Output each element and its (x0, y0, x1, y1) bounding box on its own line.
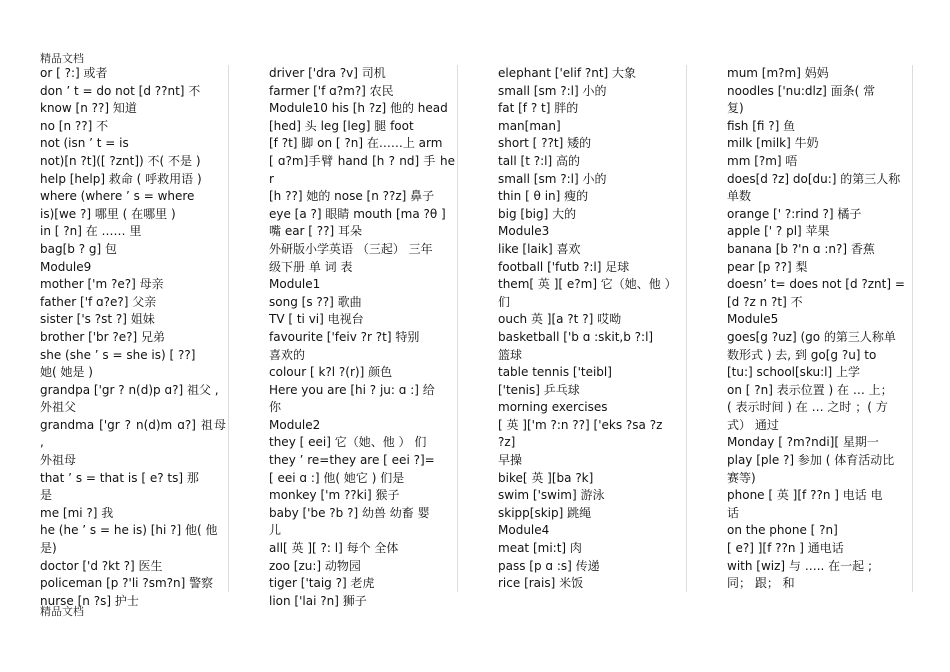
vocab-line: Module1 (269, 277, 321, 292)
vocab-line: bag[b ? g] 包 (40, 241, 117, 256)
vocab-line: 同； 跟； 和 (727, 576, 795, 591)
vocab-line: grandpa ['gr ? n(d)p ɑ?] 祖父 , (40, 382, 219, 397)
vocab-line: noodles ['nu:dlz] 面条( 常 (727, 83, 876, 98)
vocab-line: 嘴 ear [ ??] 耳朵 (269, 224, 363, 239)
vocab-line: 外祖母 (40, 453, 77, 468)
vocab-line: 外祖父 (40, 400, 77, 415)
vocab-line: [f ?t] 脚 on [ ?n] 在……上 arm (269, 136, 443, 151)
vocab-line: 早操 (498, 453, 523, 468)
vocab-line: Here you are [hi ? ju: ɑ :] 给 (269, 382, 435, 397)
vocab-line: ouch 英 ][a ?t ?] 哎呦 (498, 312, 622, 327)
vocab-line: Monday [ ?m?ndi][ 星期一 (727, 435, 879, 450)
vocab-line: on [ ?n] 表示位置 ) 在 … 上； (727, 382, 893, 397)
vocab-line: favourite ['feiv ?r ?t] 特别 (269, 329, 420, 344)
vocab-line: song [s ??] 歌曲 (269, 294, 362, 309)
vocab-line: grandma ['gr ? n(d)m ɑ?] 祖母 , (40, 417, 226, 450)
vocab-line: nurse [n ?s] 护士 (40, 593, 139, 608)
vocab-line: ['tenis] 乒乓球 (498, 382, 580, 397)
column-divider (912, 65, 913, 592)
vocab-line: monkey ['m ??ki] 猴子 (269, 488, 400, 503)
word-list-column-3 (498, 65, 684, 592)
vocab-line: 她( 她是 ) (40, 365, 93, 380)
vocab-line: pass [p ɑ :s] 传递 (498, 558, 600, 573)
vocab-line: or [ ?:] 或者 (40, 66, 108, 80)
vocab-line: football ['futb ?:l] 足球 (498, 259, 630, 274)
vocab-line: policeman [p ?'li ?sm?n] 警察 (40, 576, 214, 591)
vocab-line: them[ 英 ][ e?m] 它（她、他 ） (498, 277, 677, 292)
vocab-line: banana [b ?'n ɑ :n?] 香蕉 (727, 241, 875, 256)
vocab-line: skipp[skip] 跳绳 (498, 505, 592, 520)
vocab-line: farmer ['f ɑ?m?] 农民 (269, 83, 394, 98)
word-list-column-2 (269, 65, 455, 608)
vocab-line: doctor ['d ?kt ?] 医生 (40, 558, 163, 573)
vocab-line: phone [ 英 ][f ??n ] 电话 电 (727, 488, 883, 503)
page-header-label: 精品文档 (40, 52, 84, 65)
vocab-line: Module3 (498, 224, 550, 239)
vocab-line: sister ['s ?st ?] 姐妹 (40, 312, 155, 327)
vocab-line: baby ['be ?b ?] 幼兽 幼畜 婴 (269, 505, 430, 520)
vocab-line: not)[n ?t]([ ?znt]) 不( 不是 ) (40, 153, 201, 168)
vocab-line: [ eei ɑ :] 他( 她它 ) 们是 (269, 470, 405, 485)
vocab-line: tall [t ?:l] 高的 (498, 153, 580, 168)
vocab-line: driver ['dra ?v] 司机 (269, 66, 386, 80)
vocab-line: they [ eei] 它（她、他 ） 们 (269, 435, 427, 450)
vocab-line: father ['f ɑ?e?] 父亲 (40, 294, 157, 309)
vocab-line: small [sm ?:l] 小的 (498, 171, 607, 186)
vocab-line: Module2 (269, 417, 321, 432)
vocab-line: is)[we ?] 哪里 ( 在哪里 ) (40, 206, 176, 221)
vocab-line: help [help] 救命 ( 呼救用语 ) (40, 171, 202, 186)
vocab-line: he (he ’ s = he is) [hi ?] 他( 他 (40, 523, 218, 538)
vocab-line: fat [f ? t] 胖的 (498, 101, 579, 116)
vocab-line: man[man] (498, 118, 561, 133)
word-list-column-1 (40, 65, 226, 608)
vocab-line: Module10 his [h ?z] 他的 head (269, 101, 448, 116)
vocab-line: all[ 英 ][ ?: l] 每个 全体 (269, 541, 399, 556)
vocab-line: [ e?] ][f ??n ] 通电话 (727, 541, 844, 556)
vocab-line: know [n ??] 知道 (40, 101, 137, 116)
vocab-line: she (she ’ s = she is) [ ??] (40, 347, 196, 362)
word-list-column-4 (727, 65, 913, 592)
vocab-line: brother ['br ?e?] 兄弟 (40, 329, 166, 344)
vocab-line: not (isn ’ t = is (40, 136, 129, 151)
vocab-line: [h ??] 她的 nose [n ??z] 鼻子 (269, 189, 435, 204)
vocab-line: apple [' ? pl] 苹果 (727, 224, 830, 239)
vocab-line: milk [milk] 牛奶 (727, 136, 819, 151)
vocab-line: 是 (40, 488, 53, 503)
vocab-line: [hed] 头 leg [leg] 腿 foot (269, 118, 414, 133)
vocab-line: TV [ ti vi] 电视台 (269, 312, 364, 327)
vocab-line: mother ['m ?e?] 母亲 (40, 277, 164, 292)
vocab-line: zoo [zu:] 动物园 (269, 558, 361, 573)
vocab-line: lion ['lai ?n] 狮子 (269, 593, 367, 608)
vocab-line: doesn’ t= does not [d ?znt] = (727, 277, 905, 292)
vocab-line: swim ['swim] 游泳 (498, 488, 605, 503)
column-divider (686, 65, 687, 592)
vocab-line: mm [?m] 唔 (727, 153, 798, 168)
vocab-line: Module5 (727, 312, 779, 327)
vocab-line: bike[ 英 ][ba ?k] (498, 470, 594, 485)
vocab-line: table tennis ['teibl] (498, 365, 612, 380)
vocab-line: 是) (40, 541, 57, 556)
vocab-line: 喜欢的 (269, 347, 306, 362)
vocab-line: does[d ?z] do[du:] 的第三人称 (727, 171, 901, 186)
vocab-line: tiger ['taig ?] 老虎 (269, 576, 375, 591)
vocab-line: 你 (269, 400, 282, 415)
vocab-line: ( 表示时间 ) 在 … 之时 ；( 方 (727, 400, 888, 415)
vocab-line: 外研版小学英语 （三起） 三年 (269, 241, 433, 256)
vocab-line: big [big] 大的 (498, 206, 577, 221)
vocab-line: [d ?z n ?t] 不 (727, 294, 803, 309)
vocab-line: rice [rais] 米饭 (498, 576, 584, 591)
vocab-line: orange [' ?:rind ?] 橘子 (727, 206, 862, 221)
vocab-line: Module4 (498, 523, 550, 538)
vocab-line: 式） 通过 (727, 417, 779, 432)
column-divider (228, 65, 229, 592)
vocab-line: mum [m?m] 妈妈 (727, 66, 829, 80)
vocab-line: 儿 (269, 523, 282, 538)
vocab-line: 级下册 单 词 表 (269, 259, 353, 274)
vocab-line: ?z] (498, 435, 516, 450)
vocab-line: [tu:] school[sku:l] 上学 (727, 365, 860, 380)
vocab-line: [ 英 ]['m ?:n ??] ['eks ?sa ?z (498, 417, 663, 432)
vocab-line: 单数 (727, 189, 752, 204)
vocab-line: 复) (727, 101, 744, 116)
vocab-line: meat [mi:t] 肉 (498, 541, 582, 556)
vocab-line: thin [ θ in] 瘦的 (498, 189, 589, 204)
vocab-line: morning exercises (498, 400, 608, 415)
vocab-line: elephant ['elif ?nt] 大象 (498, 66, 637, 80)
vocab-line: don ’ t = do not [d ??nt] 不 (40, 83, 201, 98)
vocab-line: 们 (498, 294, 511, 309)
vocab-line: that ’ s = that is [ e? ts] 那 (40, 470, 199, 485)
vocab-line: pear [p ??] 梨 (727, 259, 808, 274)
vocab-line: fish [fi ?] 鱼 (727, 118, 796, 133)
vocab-line: on the phone [ ?n] (727, 523, 838, 538)
vocab-line: they ’ re=they are [ eei ?]= (269, 453, 435, 468)
vocab-line: play [ple ?] 参加 ( 体育活动比 (727, 453, 895, 468)
vocab-line: eye [a ?] 眼睛 mouth [ma ?θ ] (269, 206, 446, 221)
vocab-line: [ ɑ?m]手臂 hand [h ? nd] 手 her (269, 153, 455, 186)
vocab-line: goes[g ?uz] (go 的第三人称单 (727, 329, 896, 344)
vocab-line: 赛等) (727, 470, 756, 485)
column-divider (457, 65, 458, 592)
vocab-line: 数形式 ) 去, 到 go[g ?u] to (727, 347, 877, 362)
vocab-line: with [wiz] 与 ….. 在一起 ; (727, 558, 873, 573)
vocab-line: in [ ?n] 在 …… 里 (40, 224, 142, 239)
vocab-line: short [ ??t] 矮的 (498, 136, 592, 151)
vocab-line: Module9 (40, 259, 92, 274)
vocab-line: like [laik] 喜欢 (498, 241, 581, 256)
vocab-line: me [mi ?] 我 (40, 505, 114, 520)
page-footer-label: 精品文档 (40, 605, 84, 618)
vocab-line: colour [ k?l ?(r)] 颜色 (269, 365, 393, 380)
vocab-line: small [sm ?:l] 小的 (498, 83, 607, 98)
vocab-line: 话 (727, 505, 740, 520)
vocab-line: basketball ['b ɑ :skit,b ?:l] (498, 329, 654, 344)
vocab-line: where (where ’ s = where (40, 189, 195, 204)
vocab-line: 篮球 (498, 347, 523, 362)
vocab-line: no [n ??] 不 (40, 118, 109, 133)
